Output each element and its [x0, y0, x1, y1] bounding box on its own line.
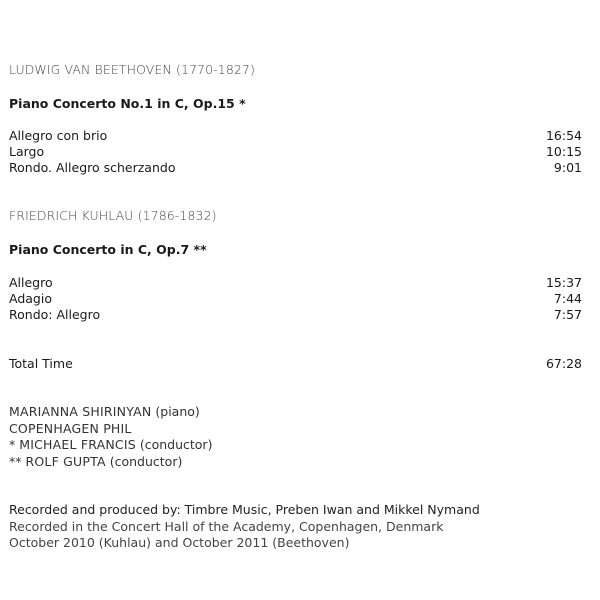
credits-venue: Recorded in the Concert Hall of the Academy, Copenhagen, Denmark	[9, 519, 444, 534]
conductor-1-role: (conductor)	[139, 437, 213, 452]
orchestra	[9, 421, 132, 436]
soloist-role: (piano)	[155, 404, 200, 419]
track-time: 10:15	[545, 144, 582, 159]
track-time: 7:44	[553, 291, 582, 306]
track-time: 16:54	[545, 128, 582, 143]
track-row	[9, 275, 582, 290]
composer-1-dates: (1770-1827)	[175, 62, 255, 77]
soloist-name: MARIANNA SHIRINYAN	[9, 404, 152, 419]
total-time-row	[9, 356, 582, 371]
track-row	[9, 144, 582, 159]
track-title: Allegro con brio	[9, 128, 108, 143]
track-title: Allegro	[9, 275, 53, 290]
conductor-2-role: (conductor)	[109, 454, 183, 469]
conductor-2	[9, 454, 182, 469]
conductor-1-mark: *	[9, 437, 16, 452]
conductor-1-name: MICHAEL FRANCIS	[19, 437, 136, 452]
conductor-2-mark: **	[9, 454, 22, 469]
track-title: Largo	[9, 144, 45, 159]
track-row	[9, 291, 582, 306]
total-time-value: 67:28	[545, 356, 582, 371]
credits-dates: October 2010 (Kuhlau) and October 2011 (Beethoven)	[9, 535, 350, 550]
composer-2-name: FRIEDRICH KUHLAU	[9, 208, 134, 223]
credits-producer: Recorded and produced by: Timbre Music, Preben Iwan and Mikkel Nymand	[9, 502, 480, 517]
conductor-1	[9, 437, 212, 452]
track-time: 9:01	[553, 160, 582, 175]
track-time: 7:57	[553, 307, 582, 322]
conductor-2-name: ROLF GUPTA	[25, 454, 106, 469]
track-title: Rondo. Allegro scherzando	[9, 160, 176, 175]
total-time-label: Total Time	[9, 356, 73, 371]
composer-1-name: LUDWIG VAN BEETHOVEN	[9, 62, 172, 77]
track-row	[9, 160, 582, 175]
work-2-title: Piano Concerto in C, Op.7 **	[9, 242, 207, 257]
track-time: 15:37	[545, 275, 582, 290]
composer-1	[9, 62, 255, 77]
composer-2-dates: (1786-1832)	[137, 208, 217, 223]
track-title: Adagio	[9, 291, 52, 306]
orchestra-name: COPENHAGEN PHIL	[9, 421, 132, 436]
soloist	[9, 404, 200, 419]
track-row	[9, 128, 582, 143]
work-1-title: Piano Concerto No.1 in C, Op.15 *	[9, 96, 246, 111]
track-row	[9, 307, 582, 322]
composer-2	[9, 208, 217, 223]
track-title: Rondo: Allegro	[9, 307, 101, 322]
